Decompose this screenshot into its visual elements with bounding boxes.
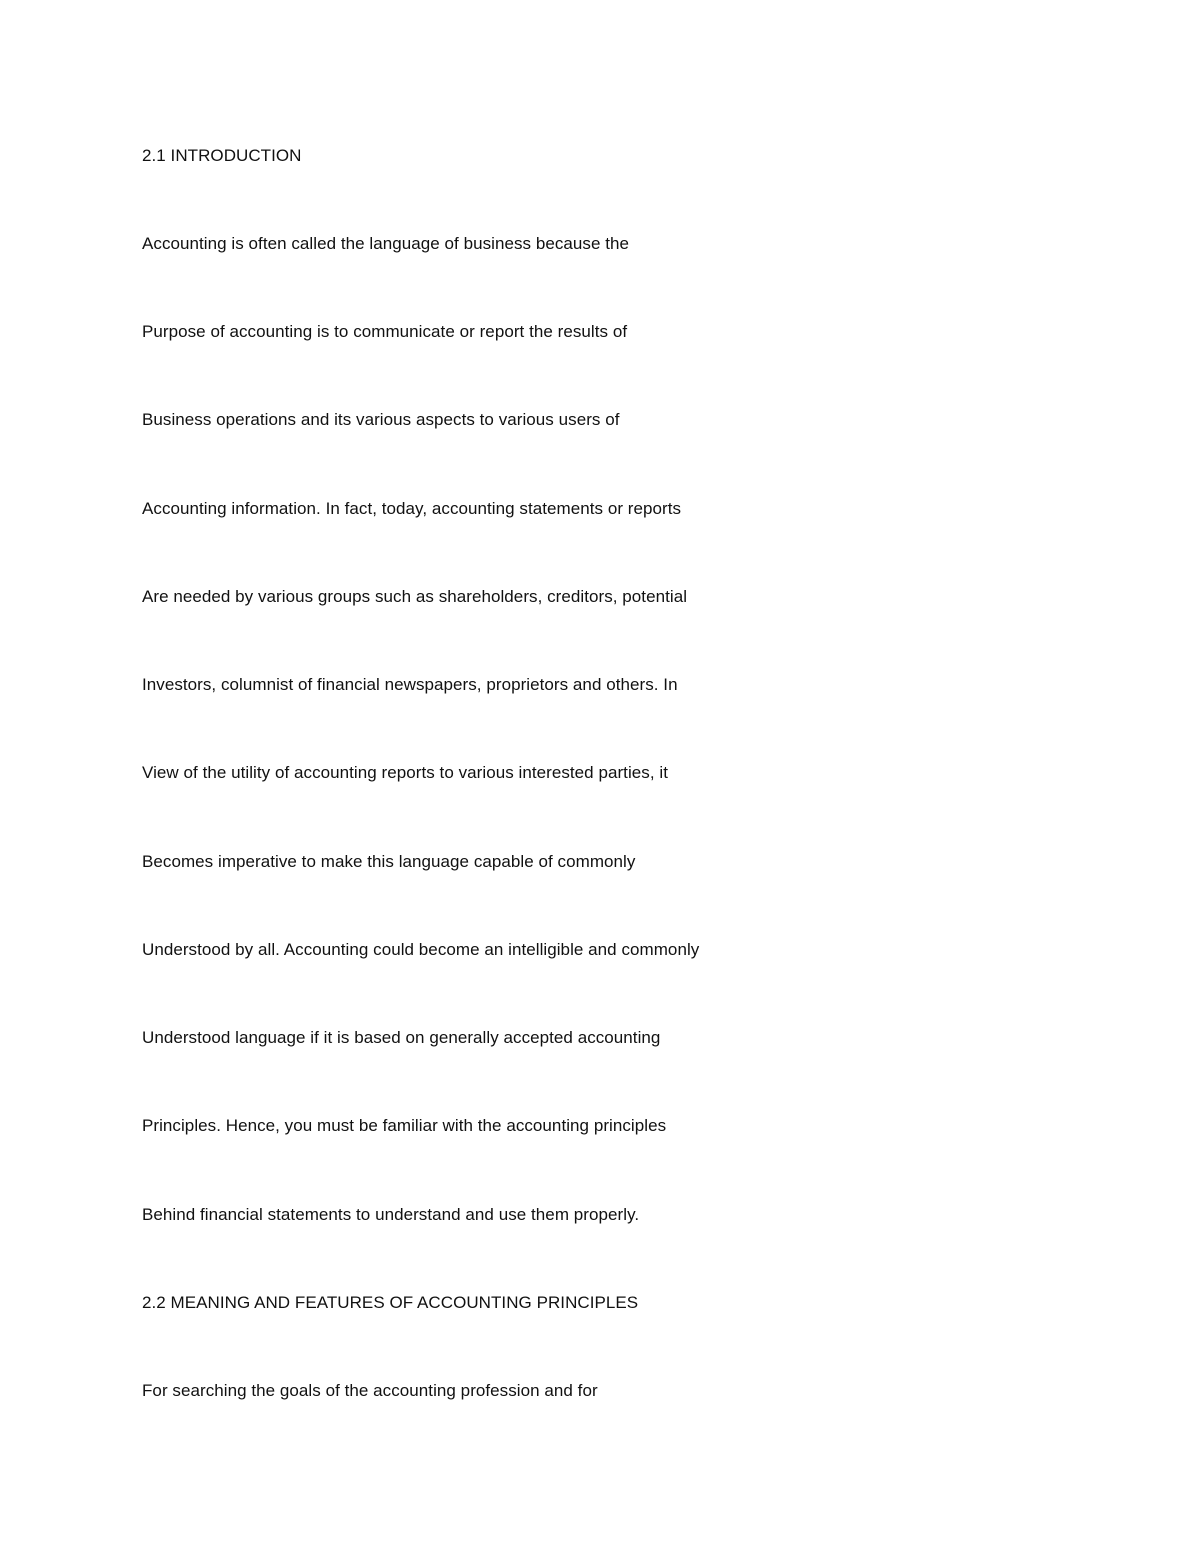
text-line: Understood by all. Accounting could become an intelligible and commonly xyxy=(142,940,700,959)
text-line: Principles. Hence, you must be familiar with the accounting principles xyxy=(142,1116,667,1135)
text-line: Are needed by various groups such as shareholders, creditors, potential xyxy=(142,587,688,606)
text-line: Investors, columnist of financial newspapers, proprietors and others. In xyxy=(142,675,678,694)
text-line: Behind financial statements to understand and use them properly. xyxy=(142,1205,640,1224)
section-heading-meaning-and-features: 2.2 MEANING AND FEATURES OF ACCOUNTING PRINCIPLES xyxy=(142,1293,639,1312)
text-line: Becomes imperative to make this language capable of commonly xyxy=(142,852,636,871)
text-line: Understood language if it is based on generally accepted accounting xyxy=(142,1028,661,1047)
text-line: Purpose of accounting is to communicate or report the results of xyxy=(142,322,628,341)
text-line: View of the utility of accounting reports to various interested parties, it xyxy=(142,763,668,782)
text-line: Business operations and its various aspects to various users of xyxy=(142,410,620,429)
text-line: Accounting information. In fact, today, accounting statements or reports xyxy=(142,499,682,518)
section-heading-introduction: 2.1 INTRODUCTION xyxy=(142,146,302,165)
text-line: For searching the goals of the accounting profession and for xyxy=(142,1381,598,1400)
text-line: Accounting is often called the language of business because the xyxy=(142,234,630,253)
